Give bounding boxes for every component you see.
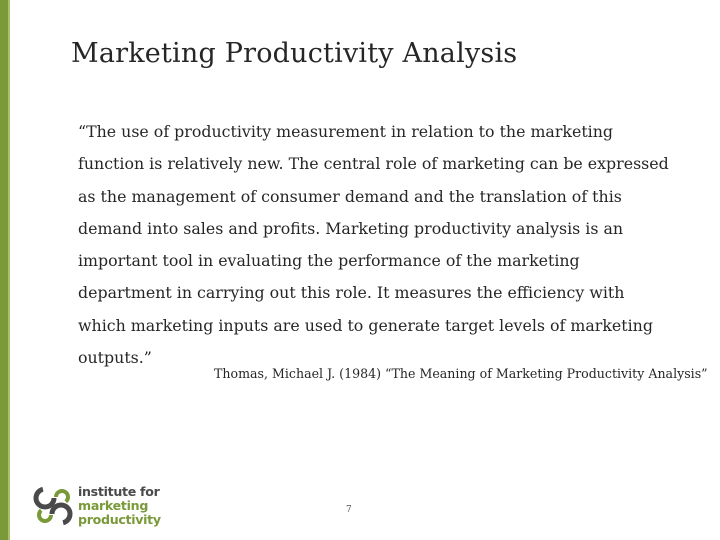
- logo-line-productivity: productivity: [78, 511, 161, 527]
- page-number: 7: [346, 505, 352, 515]
- slide-title: Marketing Productivity Analysis: [71, 38, 518, 69]
- left-accent-bar: [0, 0, 8, 540]
- logo-line-institute: institute for: [78, 484, 160, 499]
- left-accent-bar-highlight: [8, 0, 10, 540]
- institute-logo: [31, 484, 161, 530]
- citation: Thomas, Michael J. (1984) “The Meaning of Marketing Productivity Analysis”: [214, 366, 708, 381]
- logo-line-marketing: marketing: [78, 497, 149, 513]
- logo-wordmark: [78, 485, 161, 526]
- quote-text: “The use of productivity measurement in relation to the marketing function is relatively new. The central role of marketing can be expressed as the management of consumer demand and the translation of this demand into sales and profits. Marketing productivity analysis is an important tool in evaluating the performance of the marketing department in carrying out this role. It measures the efficiency with which marketing inputs are used to generate target levels of marketing outputs.”: [78, 122, 669, 368]
- interlocking-s-mark-icon: [31, 484, 75, 528]
